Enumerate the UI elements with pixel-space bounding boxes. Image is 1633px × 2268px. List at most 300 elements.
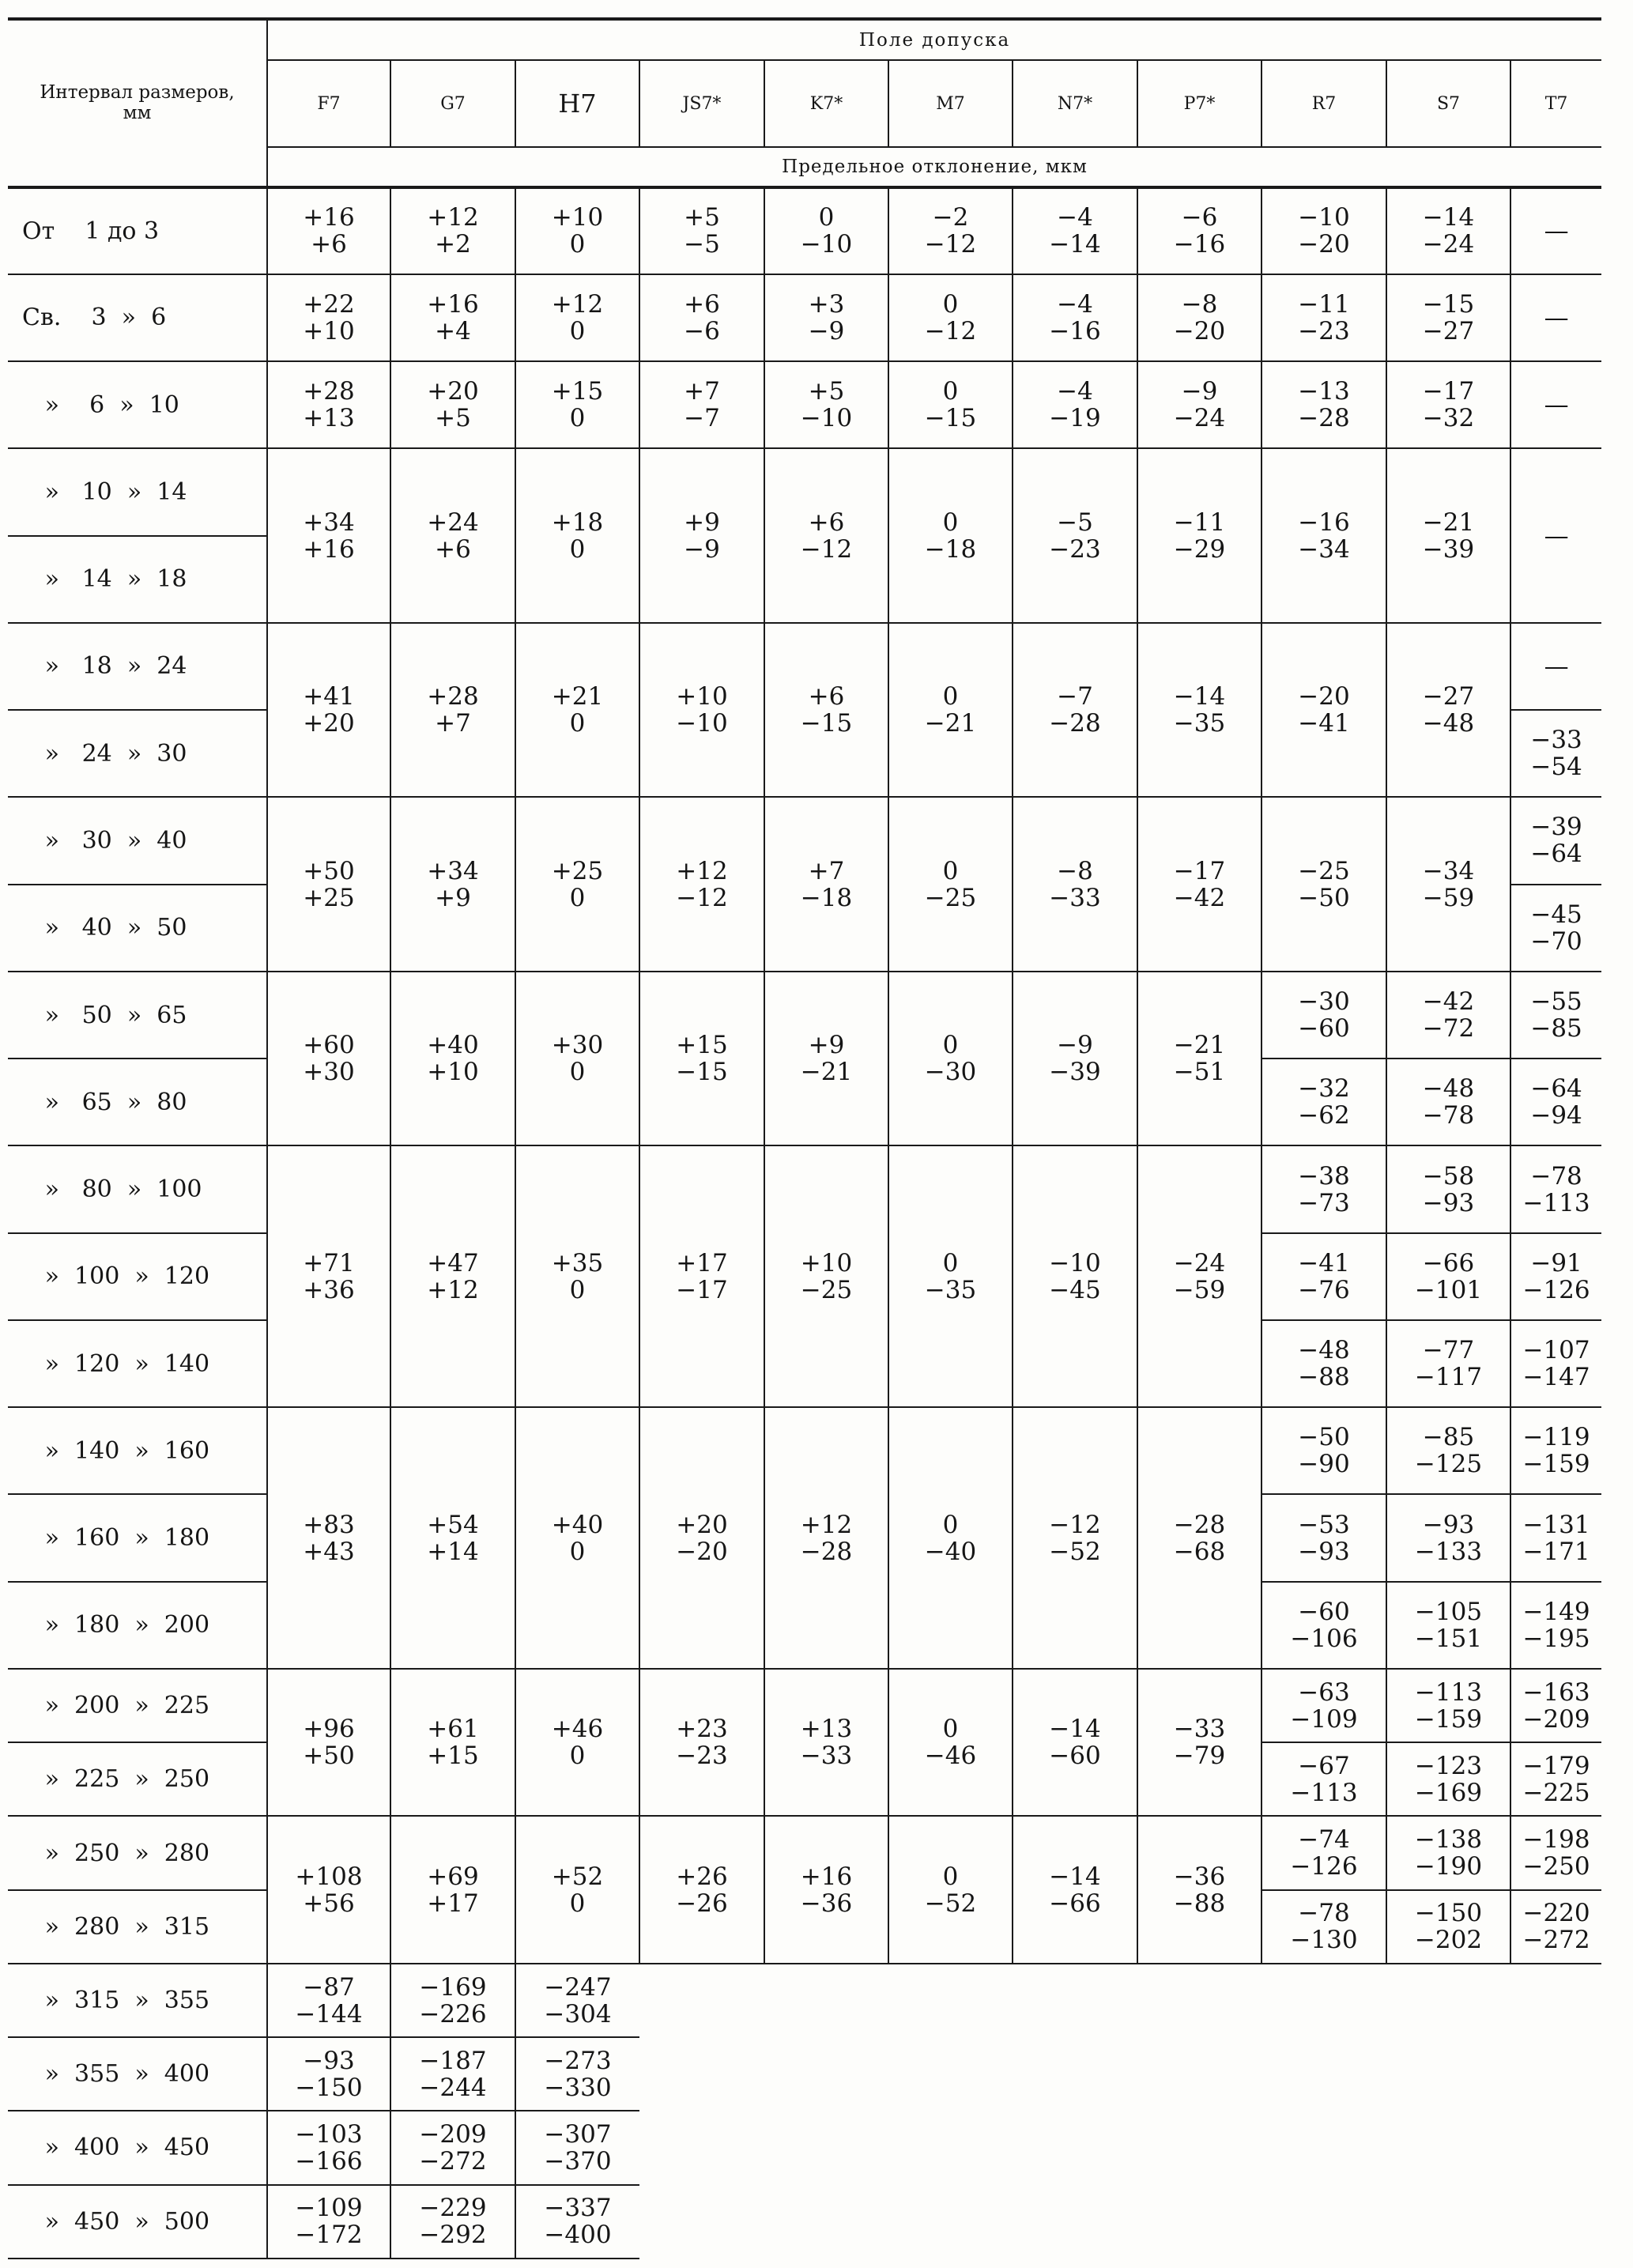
cell-t7 [1510, 1816, 1601, 1889]
lower-deviation: −76 [1298, 1275, 1350, 1304]
cell-m7 [888, 274, 1013, 361]
lower-deviation: −28 [1298, 404, 1350, 433]
col-header-h7: H7 [515, 60, 639, 147]
upper-deviation: −16 [1298, 508, 1350, 537]
upper-deviation: −45 [1530, 900, 1582, 929]
cell-h7 [515, 274, 639, 361]
lower-deviation: −150 [295, 2073, 363, 2102]
cell-n7 [1013, 361, 1137, 448]
upper-deviation: +24 [427, 508, 479, 537]
cell-g7 [390, 797, 515, 972]
upper-deviation: +69 [427, 1862, 479, 1891]
interval-cell: » 355 » 400 [8, 2037, 267, 2111]
lower-deviation: −29 [1173, 534, 1226, 564]
lower-deviation: −226 [419, 1999, 487, 2028]
cell-t7 [1510, 972, 1601, 1059]
cell-r7 [1262, 1233, 1386, 1320]
lower-deviation: −12 [924, 230, 977, 259]
lower-deviation: −25 [800, 1275, 853, 1304]
cell-f7 [267, 274, 390, 361]
upper-deviation: −63 [1298, 1677, 1350, 1707]
upper-deviation: −4 [1057, 203, 1093, 232]
lower-deviation: −272 [1522, 1926, 1590, 1955]
lower-deviation: −21 [800, 1058, 853, 1087]
upper-deviation: −34 [1422, 856, 1475, 885]
cell-s7 [1386, 1816, 1510, 1889]
lower-deviation: −25 [924, 883, 977, 912]
cell-n7 [1013, 623, 1137, 798]
cell-n7 [1013, 1669, 1137, 1816]
cell-r7 [267, 1964, 390, 2037]
upper-deviation: −27 [1422, 682, 1475, 711]
lower-deviation: −28 [1049, 709, 1101, 738]
lower-deviation: 0 [569, 534, 586, 564]
table-row [8, 448, 1601, 535]
cell-p7 [1137, 1669, 1262, 1816]
upper-deviation: +47 [427, 1248, 479, 1277]
lower-deviation: −39 [1049, 1058, 1101, 1087]
cell-t7 [1510, 710, 1601, 797]
lower-deviation: −209 [1522, 1704, 1590, 1734]
upper-deviation: −48 [1422, 1074, 1475, 1104]
cell-t7 [515, 2037, 639, 2111]
upper-deviation: −337 [544, 2194, 612, 2223]
upper-deviation: +7 [684, 377, 720, 406]
upper-deviation: +41 [303, 682, 355, 711]
interval-cell: » 50 » 65 [8, 972, 267, 1059]
col-header-n7: N7* [1013, 60, 1137, 147]
table-row [8, 274, 1601, 361]
cell-g7 [390, 1145, 515, 1407]
upper-deviation: — [1544, 521, 1569, 550]
lower-deviation: −171 [1522, 1537, 1590, 1566]
upper-deviation: −87 [303, 1972, 355, 2002]
cell-js7 [639, 1407, 764, 1669]
upper-deviation: −220 [1522, 1899, 1590, 1928]
upper-deviation: +12 [551, 289, 604, 319]
field-header: Поле допуска [267, 19, 1601, 60]
lower-deviation: −33 [1049, 883, 1101, 912]
cell-s7 [1386, 1320, 1510, 1407]
lower-deviation: −30 [924, 1058, 977, 1087]
upper-deviation: −48 [1298, 1336, 1350, 1365]
upper-deviation: +25 [551, 856, 604, 885]
cell-t7 [1510, 623, 1601, 710]
upper-deviation: −273 [544, 2046, 612, 2075]
cell-m7 [888, 1816, 1013, 1963]
upper-deviation: −5 [1057, 508, 1093, 537]
lower-deviation: −272 [419, 2146, 487, 2176]
lower-deviation: −244 [419, 2073, 487, 2102]
cell-m7 [888, 1407, 1013, 1669]
cell-h7 [515, 797, 639, 972]
upper-deviation: −60 [1298, 1597, 1350, 1626]
upper-deviation: +5 [808, 377, 845, 406]
upper-deviation: −8 [1181, 289, 1218, 319]
lower-deviation: −113 [1522, 1188, 1590, 1217]
lower-deviation: −9 [808, 316, 845, 345]
upper-deviation: −30 [1298, 987, 1350, 1017]
cell-h7 [515, 1145, 639, 1407]
upper-deviation: +3 [808, 289, 845, 319]
cell-k7 [764, 1669, 888, 1816]
cell-r7 [267, 2037, 390, 2111]
cell-g7 [390, 972, 515, 1146]
upper-deviation: +71 [303, 1248, 355, 1277]
upper-deviation: −15 [1422, 289, 1475, 319]
cell-s7 [1386, 1145, 1510, 1232]
interval-header-line2: мм [123, 103, 152, 124]
cell-k7 [764, 1145, 888, 1407]
lower-deviation: −45 [1049, 1275, 1101, 1304]
header-row-field [8, 19, 1601, 60]
lower-deviation: −60 [1049, 1742, 1101, 1771]
cell-g7 [390, 187, 515, 274]
cell-t7 [1510, 1494, 1601, 1581]
cell-t7 [1510, 1145, 1601, 1232]
upper-deviation: −9 [1181, 377, 1218, 406]
lower-deviation: −78 [1422, 1101, 1475, 1130]
upper-deviation: −74 [1298, 1825, 1350, 1855]
upper-deviation: −109 [295, 2194, 363, 2223]
upper-deviation: +35 [551, 1248, 604, 1277]
cell-m7 [888, 187, 1013, 274]
upper-deviation: −28 [1173, 1510, 1226, 1539]
cell-t7 [1510, 274, 1601, 361]
interval-cell: » 120 » 140 [8, 1320, 267, 1407]
deviation-header: Предельное отклонение, мкм [267, 147, 1601, 187]
cell-m7 [888, 972, 1013, 1146]
upper-deviation: +18 [551, 508, 604, 537]
upper-deviation: −9 [1057, 1031, 1093, 1060]
lower-deviation: −23 [676, 1742, 728, 1771]
upper-deviation: −93 [1422, 1510, 1475, 1539]
upper-deviation: −41 [1298, 1248, 1350, 1277]
upper-deviation: +50 [303, 856, 355, 885]
cell-f7 [267, 972, 390, 1146]
lower-deviation: 0 [569, 709, 586, 738]
upper-deviation: +34 [427, 856, 479, 885]
interval-cell: » 100 » 120 [8, 1233, 267, 1320]
cell-r7 [1262, 1742, 1386, 1816]
cell-r7 [267, 2111, 390, 2184]
cell-t7 [1510, 361, 1601, 448]
cell-f7 [267, 797, 390, 972]
upper-deviation: +16 [800, 1862, 853, 1891]
cell-r7 [1262, 972, 1386, 1059]
upper-deviation: −85 [1422, 1423, 1475, 1452]
lower-deviation: −202 [1414, 1926, 1483, 1955]
interval-cell: От 1 до 3 [8, 187, 267, 274]
cell-t7 [1510, 1890, 1601, 1964]
upper-deviation: +10 [551, 203, 604, 232]
cell-k7 [764, 361, 888, 448]
lower-deviation: −51 [1173, 1058, 1226, 1087]
lower-deviation: −330 [544, 2073, 612, 2102]
upper-deviation: −32 [1298, 1074, 1350, 1104]
cell-r7 [1262, 623, 1386, 798]
lower-deviation: −10 [800, 230, 853, 259]
cell-r7 [1262, 797, 1386, 972]
upper-deviation: −50 [1298, 1423, 1350, 1452]
col-header-js7: JS7* [639, 60, 764, 147]
cell-s7 [1386, 187, 1510, 274]
col-header-t7: T7 [1510, 60, 1601, 147]
lower-deviation: −23 [1049, 534, 1101, 564]
upper-deviation: +21 [551, 682, 604, 711]
interval-cell: » 200 » 225 [8, 1669, 267, 1742]
lower-deviation: −32 [1422, 404, 1475, 433]
cell-f7 [267, 361, 390, 448]
lower-deviation: +25 [303, 883, 355, 912]
cell-r7 [1262, 1816, 1386, 1889]
cell-r7 [1262, 1145, 1386, 1232]
upper-deviation: +17 [676, 1248, 728, 1277]
upper-deviation: −12 [1049, 1510, 1101, 1539]
interval-cell: Св. 3 » 6 [8, 274, 267, 361]
table-row [8, 361, 1601, 448]
upper-deviation: — [1544, 303, 1569, 332]
lower-deviation: −59 [1422, 883, 1475, 912]
upper-deviation: +16 [303, 203, 355, 232]
cell-js7 [639, 972, 764, 1146]
interval-header-line1: Интервал размеров, [40, 82, 235, 104]
cell-p7 [1137, 1407, 1262, 1669]
lower-deviation: −36 [800, 1889, 853, 1918]
interval-cell: » 225 » 250 [8, 1742, 267, 1816]
cell-t7 [1510, 1582, 1601, 1669]
upper-deviation: −169 [419, 1972, 487, 2002]
lower-deviation: +36 [303, 1275, 355, 1304]
cell-p7 [1137, 1145, 1262, 1407]
upper-deviation: −25 [1298, 856, 1350, 885]
interval-header-cell [8, 19, 267, 187]
lower-deviation: −66 [1049, 1889, 1101, 1918]
lower-deviation: −159 [1414, 1704, 1483, 1734]
lower-deviation: −27 [1422, 316, 1475, 345]
upper-deviation: 0 [942, 1031, 959, 1060]
upper-deviation: −198 [1522, 1825, 1590, 1855]
col-header-g7: G7 [390, 60, 515, 147]
lower-deviation: −60 [1298, 1014, 1350, 1043]
lower-deviation: −79 [1173, 1742, 1226, 1771]
table-row [8, 2037, 1601, 2111]
upper-deviation: −21 [1173, 1031, 1226, 1060]
lower-deviation: −20 [1173, 316, 1226, 345]
lower-deviation: 0 [569, 1742, 586, 1771]
upper-deviation: −229 [419, 2194, 487, 2223]
lower-deviation: −21 [924, 709, 977, 738]
cell-s7 [1386, 623, 1510, 798]
lower-deviation: −70 [1530, 926, 1582, 956]
lower-deviation: +50 [303, 1742, 355, 1771]
upper-deviation: 0 [942, 377, 959, 406]
cell-p7 [1137, 187, 1262, 274]
lower-deviation: −17 [676, 1275, 728, 1304]
lower-deviation: −24 [1422, 230, 1475, 259]
lower-deviation: −90 [1298, 1450, 1350, 1479]
cell-s7 [390, 1964, 515, 2037]
lower-deviation: −18 [800, 883, 853, 912]
lower-deviation: −113 [1290, 1778, 1358, 1807]
upper-deviation: — [1544, 651, 1569, 681]
upper-deviation: −107 [1522, 1336, 1590, 1365]
upper-deviation: −17 [1173, 856, 1226, 885]
upper-deviation: −123 [1414, 1751, 1483, 1780]
upper-deviation: +10 [676, 682, 728, 711]
lower-deviation: −147 [1522, 1363, 1590, 1392]
cell-n7 [1013, 972, 1137, 1146]
cell-t7 [1510, 1669, 1601, 1742]
lower-deviation: −117 [1414, 1363, 1483, 1392]
interval-cell: » 6 » 10 [8, 361, 267, 448]
lower-deviation: −34 [1298, 534, 1350, 564]
upper-deviation: +54 [427, 1510, 479, 1539]
interval-cell: » 65 » 80 [8, 1059, 267, 1145]
upper-deviation: −77 [1422, 1336, 1475, 1365]
lower-deviation: 0 [569, 1537, 586, 1566]
lower-deviation: −33 [800, 1742, 853, 1771]
cell-f7 [267, 1669, 390, 1816]
lower-deviation: −159 [1522, 1450, 1590, 1479]
lower-deviation: −7 [684, 404, 720, 433]
lower-deviation: −370 [544, 2146, 612, 2176]
cell-t7 [515, 2185, 639, 2259]
interval-cell: » 24 » 30 [8, 710, 267, 797]
cell-n7 [1013, 1816, 1137, 1963]
upper-deviation: −6 [1181, 203, 1218, 232]
cell-p7 [1137, 274, 1262, 361]
lower-deviation: +30 [303, 1058, 355, 1087]
upper-deviation: +6 [684, 289, 720, 319]
upper-deviation: 0 [942, 508, 959, 537]
cell-r7 [1262, 1494, 1386, 1581]
lower-deviation: +5 [435, 404, 471, 433]
cell-t7 [515, 1964, 639, 2037]
cell-js7 [639, 448, 764, 623]
interval-cell: » 450 » 500 [8, 2185, 267, 2259]
lower-deviation: −68 [1173, 1537, 1226, 1566]
cell-m7 [888, 797, 1013, 972]
cell-p7 [1137, 448, 1262, 623]
cell-js7 [639, 1145, 764, 1407]
cell-n7 [1013, 797, 1137, 972]
lower-deviation: −172 [295, 2221, 363, 2250]
cell-r7 [1262, 187, 1386, 274]
lower-deviation: +6 [311, 230, 347, 259]
lower-deviation: −94 [1530, 1101, 1582, 1130]
upper-deviation: −163 [1522, 1677, 1590, 1707]
cell-g7 [390, 1816, 515, 1963]
lower-deviation: −35 [924, 1275, 977, 1304]
lower-deviation: +9 [435, 883, 471, 912]
cell-s7 [1386, 1494, 1510, 1581]
cell-js7 [639, 1669, 764, 1816]
lower-deviation: −106 [1290, 1624, 1358, 1653]
cell-f7 [267, 1816, 390, 1963]
upper-deviation: 0 [942, 289, 959, 319]
cell-t7 [1510, 1233, 1601, 1320]
lower-deviation: +56 [303, 1889, 355, 1918]
interval-cell: » 315 » 355 [8, 1964, 267, 2037]
interval-cell: » 280 » 315 [8, 1890, 267, 1964]
interval-cell: » 10 » 14 [8, 448, 267, 535]
upper-deviation: −13 [1298, 377, 1350, 406]
lower-deviation: −126 [1290, 1852, 1358, 1881]
cell-m7 [888, 448, 1013, 623]
lower-deviation: −10 [800, 404, 853, 433]
cell-s7 [1386, 1669, 1510, 1742]
upper-deviation: −105 [1414, 1597, 1483, 1626]
cell-s7 [1386, 1407, 1510, 1494]
cell-r7 [1262, 1669, 1386, 1742]
lower-deviation: +13 [303, 404, 355, 433]
upper-deviation: −53 [1298, 1510, 1350, 1539]
lower-deviation: −6 [684, 316, 720, 345]
lower-deviation: 0 [569, 230, 586, 259]
cell-k7 [764, 1407, 888, 1669]
cell-s7 [390, 2111, 515, 2184]
cell-js7 [639, 361, 764, 448]
lower-deviation: −125 [1414, 1450, 1483, 1479]
lower-deviation: +7 [435, 709, 471, 738]
upper-deviation: +108 [295, 1862, 363, 1891]
lower-deviation: −190 [1414, 1852, 1483, 1881]
cell-s7 [1386, 448, 1510, 623]
cell-t7 [515, 2111, 639, 2184]
lower-deviation: −15 [676, 1058, 728, 1087]
table-row [8, 797, 1601, 884]
lower-deviation: −12 [676, 883, 728, 912]
lower-deviation: −250 [1522, 1852, 1590, 1881]
upper-deviation: +12 [800, 1510, 853, 1539]
upper-deviation: −150 [1414, 1899, 1483, 1928]
lower-deviation: −52 [924, 1889, 977, 1918]
cell-p7 [1137, 361, 1262, 448]
cell-js7 [639, 623, 764, 798]
upper-deviation: +10 [800, 1248, 853, 1277]
upper-deviation: −8 [1057, 856, 1093, 885]
upper-deviation: 0 [942, 1510, 959, 1539]
lower-deviation: −20 [676, 1537, 728, 1566]
cell-g7 [390, 1407, 515, 1669]
lower-deviation: −20 [1298, 230, 1350, 259]
cell-r7 [267, 2185, 390, 2259]
lower-deviation: −126 [1522, 1275, 1590, 1304]
upper-deviation: +28 [427, 682, 479, 711]
lower-deviation: −169 [1414, 1778, 1483, 1807]
lower-deviation: +14 [427, 1537, 479, 1566]
interval-cell: » 250 » 280 [8, 1816, 267, 1889]
upper-deviation: −33 [1173, 1715, 1226, 1744]
cell-k7 [764, 623, 888, 798]
cell-f7 [267, 623, 390, 798]
col-header-m7: M7 [888, 60, 1013, 147]
lower-deviation: −5 [684, 230, 720, 259]
cell-p7 [1137, 797, 1262, 972]
cell-m7 [888, 361, 1013, 448]
upper-deviation: +96 [303, 1715, 355, 1744]
cell-f7 [267, 1407, 390, 1669]
cell-h7 [515, 187, 639, 274]
upper-deviation: −39 [1530, 813, 1582, 842]
upper-deviation: −14 [1422, 203, 1475, 232]
col-header-f7: F7 [267, 60, 390, 147]
upper-deviation: +7 [808, 856, 845, 885]
upper-deviation: +9 [684, 508, 720, 537]
cell-n7 [1013, 448, 1137, 623]
upper-deviation: +13 [800, 1715, 853, 1744]
